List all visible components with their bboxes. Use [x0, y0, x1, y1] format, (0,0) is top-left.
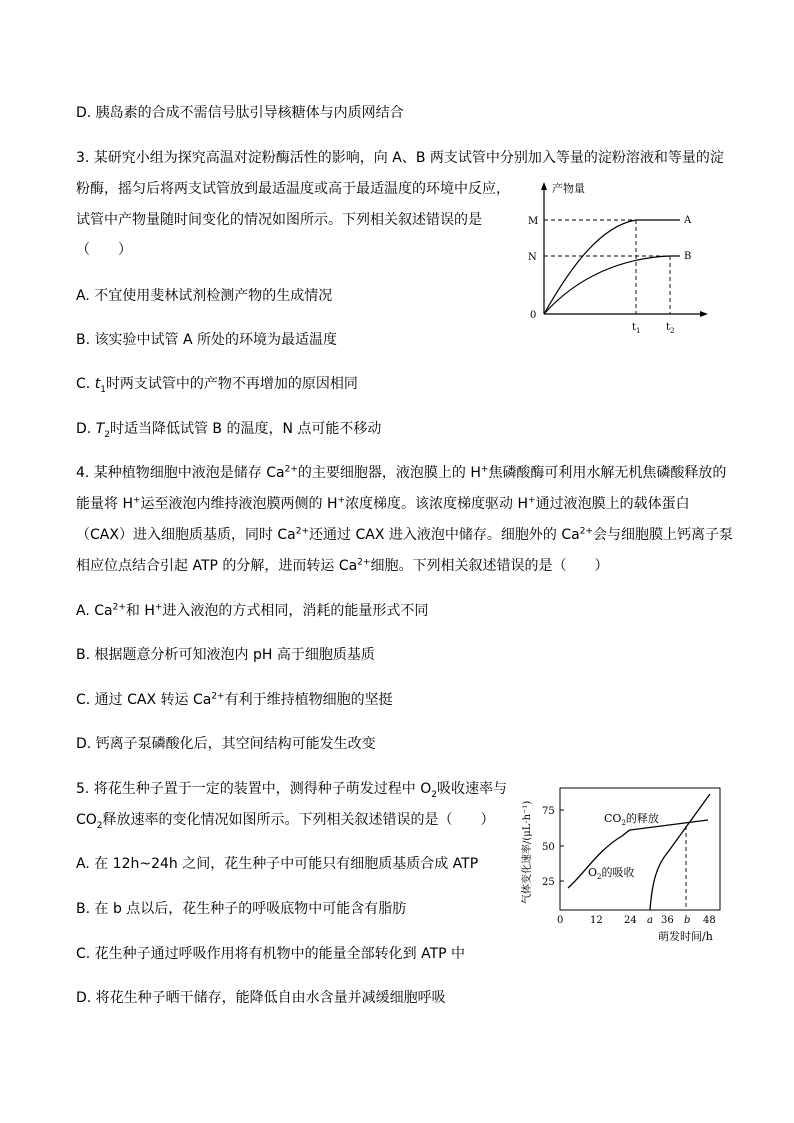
q3-option-a: A. 不宜使用斐林试剂检测产物的生成情况: [76, 288, 333, 304]
q5-xtick-label-48: 48: [703, 915, 716, 926]
q3-m-label: M: [528, 216, 539, 227]
q4-option-d: D. 钙离子泵磷酸化后，其空间结构可能发生改变: [76, 736, 376, 752]
q4-stem-line-3: （CAX）进入细胞质基质，同时 $Ca^{2+}$还通过 CAX 进入液泡中储存。细胞外的 $Ca^{2+}$会与细胞膜上钙离子泵: [76, 526, 733, 543]
q3-stem-line-1: 3. 某研究小组为探究高温对淀粉酶活性的影响，向 A、B 两支试管中分别加入等量的淀粉溶液和等量的淀: [76, 150, 724, 166]
q3-option-b: B. 该实验中试管 A 所处的环境为最适温度: [76, 332, 337, 348]
q5-xtick-label-0: 0: [557, 915, 564, 926]
q5-gas-rate-graph: [518, 784, 728, 944]
q5-xtick-label-a: a: [647, 915, 653, 926]
q4-option-c: C. 通过 CAX 转运 $Ca^{2+}$有利于维持植物细胞的坚挺: [76, 691, 393, 708]
q5-o2-label: $O_2$的吸收: [588, 866, 635, 881]
q5-x-axis-label: 萌发时间/h: [658, 930, 713, 943]
q3-stem-line-2: 粉酶，摇匀后将两支试管放到最适温度或高于最适温度的环境中反应，: [76, 181, 510, 197]
q5-ytick-label-25: 25: [542, 877, 555, 888]
q3-answer-paren: （ ）: [76, 242, 132, 258]
q5-plot-frame: [560, 788, 720, 910]
q5-o2-curve: [650, 794, 710, 910]
q4-stem-line-2: 能量将 H+运至液泡内维持液泡膜两侧的 H+浓度梯度。该浓度梯度驱动 H+通过液泡膜上的载体蛋白: [76, 495, 690, 512]
q3-curve-b: [544, 256, 680, 314]
q4-stem-line-1: 4. 某种植物细胞中液泡是储存 $Ca^{2+}$的主要细胞器，液泡膜上的 H+焦磷酸酶可利用水解无机焦磷酸释放的: [76, 464, 727, 481]
q3-curve-a-label: A: [684, 215, 692, 226]
q5-option-c: C. 花生种子通过呼吸作用将有机物中的能量全部转化到 ATP 中: [76, 946, 466, 962]
q5-option-b: B. 在 b 点以后，花生种子的呼吸底物中可能含有脂肪: [76, 901, 407, 917]
q5-xtick-label-12: 12: [590, 915, 603, 926]
q3-curve-b-label: B: [684, 251, 692, 262]
q5-y-axis-label: 气体变化速率/(μL·h⁻¹): [522, 800, 533, 904]
q3-y-axis-arrow: [541, 182, 547, 190]
q3-stem-line-3: 试管中产物量随时间变化的情况如图所示。下列相关叙述错误的是: [76, 212, 482, 228]
q5-xtick-label-24: 24: [624, 915, 637, 926]
q3-product-graph: [520, 178, 720, 338]
q2-option-d: D. 胰岛素的合成不需信号肽引导核糖体与内质网结合: [76, 105, 404, 121]
q5-ytick-label-75: 75: [542, 806, 555, 817]
q3-y-label: 产物量: [552, 182, 585, 195]
q3-t1-label: $t_1$: [632, 322, 641, 335]
q3-x-axis-arrow: [700, 311, 708, 317]
q5-stem-line-2: $CO_2$释放速率的变化情况如图所示。下列相关叙述错误的是（ ）: [76, 812, 495, 831]
q5-ytick-label-50: 50: [542, 842, 555, 853]
q5-xtick-label-b: b: [684, 915, 691, 926]
q5-option-a: A. 在 12h~24h 之间，花生种子中可能只有细胞质基质合成 ATP: [76, 856, 479, 872]
q4-stem-line-4: 相应位点结合引起 ATP 的分解，进而转运 $Ca^{2+}$细胞。下列相关叙述错误的是（ ）: [76, 557, 609, 574]
q3-n-label: N: [528, 252, 537, 263]
q3-option-d: D. $T_2$时适当降低试管 B 的温度，N 点可能不移动: [76, 421, 382, 440]
q5-co2-label: $CO_2$的释放: [604, 812, 659, 827]
q5-option-d: D. 将花生种子晒干储存，能降低自由水含量并减缓细胞呼吸: [76, 990, 446, 1006]
q3-t2-label: $t_2$: [666, 322, 675, 335]
q3-origin-label: 0: [530, 310, 537, 321]
q5-stem-line-1: 5. 将花生种子置于一定的装置中，测得种子萌发过程中 $O_2$吸收速率与: [76, 781, 508, 800]
q4-option-a: A. $Ca^{2+}$和 H+进入液泡的方式相同，消耗的能量形式不同: [76, 602, 429, 619]
q3-option-c: C. $t_1$时两支试管中的产物不再增加的原因相同: [76, 376, 358, 395]
q5-xtick-label-36: 36: [661, 915, 674, 926]
q4-option-b: B. 根据题意分析可知液泡内 pH 高于细胞质基质: [76, 647, 375, 663]
